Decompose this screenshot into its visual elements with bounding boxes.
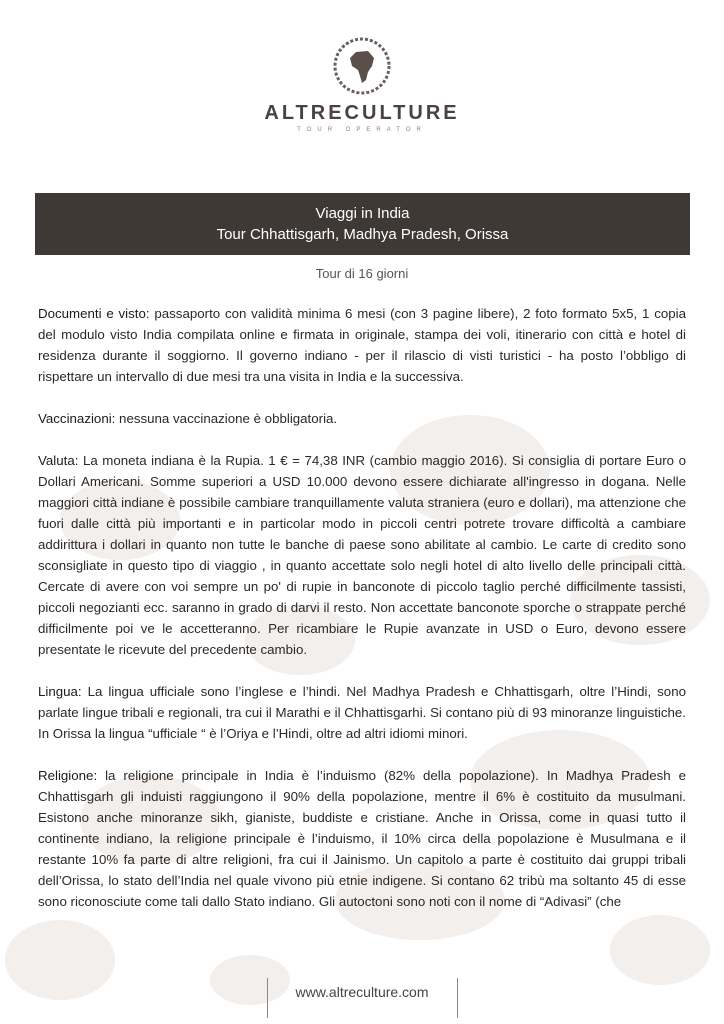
section-language (38, 681, 686, 744)
section-label: Documenti e visto: (38, 306, 150, 321)
tour-duration: Tour di 16 giorni (315, 266, 409, 281)
section-documents (38, 303, 686, 387)
title-band (35, 193, 690, 255)
document-body (38, 303, 686, 933)
brand-name: ALTRECULTURE (264, 102, 460, 124)
section-currency (38, 450, 686, 660)
section-label: Lingua: (38, 684, 82, 699)
logo (0, 36, 724, 133)
title-line-1: Viaggi in India (315, 205, 410, 222)
section-text: nessuna vaccinazione è obbligatoria. (115, 411, 338, 426)
section-text: la religione principale in India è l’induismo (82% della popolazione). In Madhya Pradesh e Chhattisgarh gli induisti raggiungono il 90% della popolazione, mentre il 6% è costituito da musulmani. Esistono anche minoranze sikh, gianiste, buddiste e cristiane. Anche in Orissa, come in quasi tutto il continente indiano, la religione principale è l’induismo, il 10% circa della popolazione è Musulmana e il restante 10% fa parte di altre religioni, fra cui il Jainismo. Un capitolo a parte è costituito dai gruppi tribali dell’Orissa, lo stato dell’India nel quale vivono più etnie indigene. Si contano 62 tribù ma soltanto 45 di esse sono riconosciute come tali dallo Stato indiano. Gli autoctoni sono noti con il nome di “Adivasi” (che (38, 768, 686, 909)
section-text: La moneta indiana è la Rupia. 1 € = 74,38 INR (cambio maggio 2016). Si consiglia di portare Euro o Dollari Americani. Somme superiori a USD 10.000 devono essere dichiarate all'ingresso in dogana. Nelle maggiori città indiane è possibile cambiare tranquillamente valuta straniera (euro e dollari), ma attenzione che fuori dalle città più importanti e in particolar modo in piccoli centri potrete trovare difficoltà a cambiare addirittura i dollari in quanto non tutte le banche di paese sono abilitate al cambio. Le carte di credito sono sconsigliate in questo tipo di viaggio , in quanto accettate solo negli hotel di alto livello delle principali città. Cercate di avere con voi sempre un po' di rupie in banconote di piccolo taglio perché difficilmente tassisti, piccoli negozianti ecc. saranno in grado di darvi il resto. Non accettate banconote sporche o strappate perché difficilmente poi ve le accetteranno. Per ricambiare le Rupie avanzate in USD o Euro, devono essere presentate le ricevute del precedente cambio. (38, 453, 686, 657)
section-label: Valuta: (38, 453, 79, 468)
section-text: passaporto con validità minima 6 mesi (con 3 pagine libere), 2 foto formato 5x5, 1 copia del modulo visto India compilata online e firmata in originale, stampa dei voli, itinerario con città e hotel di residenza durante il soggiorno. Il governo indiano - per il rilascio di visti turistici - ha posto l’obbligo di rispettare un intervallo di due mesi tra una visita in India e la successiva. (38, 306, 686, 384)
section-vaccinations (38, 408, 686, 429)
section-label: Religione: (38, 768, 98, 783)
africa-emblem-icon (332, 36, 392, 96)
brand-tagline: TOUR OPERATOR (297, 127, 427, 133)
footer (0, 978, 724, 1024)
section-text: La lingua ufficiale sono l’inglese e l’hindi. Nel Madhya Pradesh e Chhattisgarh, oltre l’Hindi, sono parlate lingue tribali e regionali, tra cui il Marathi e il Chhattisgarhi. Si contano più di 93 minoranze linguistiche. In Orissa la lingua “ufficiale “ è l’Oriya e l’Hindi, oltre ad altri idiomi minori. (38, 684, 686, 741)
section-religion (38, 765, 686, 912)
title-line-2: Tour Chhattisgarh, Madhya Pradesh, Orissa (216, 226, 509, 243)
section-label: Vaccinazioni: (38, 411, 116, 426)
footer-website-link[interactable]: www.altreculture.com (295, 984, 429, 1000)
